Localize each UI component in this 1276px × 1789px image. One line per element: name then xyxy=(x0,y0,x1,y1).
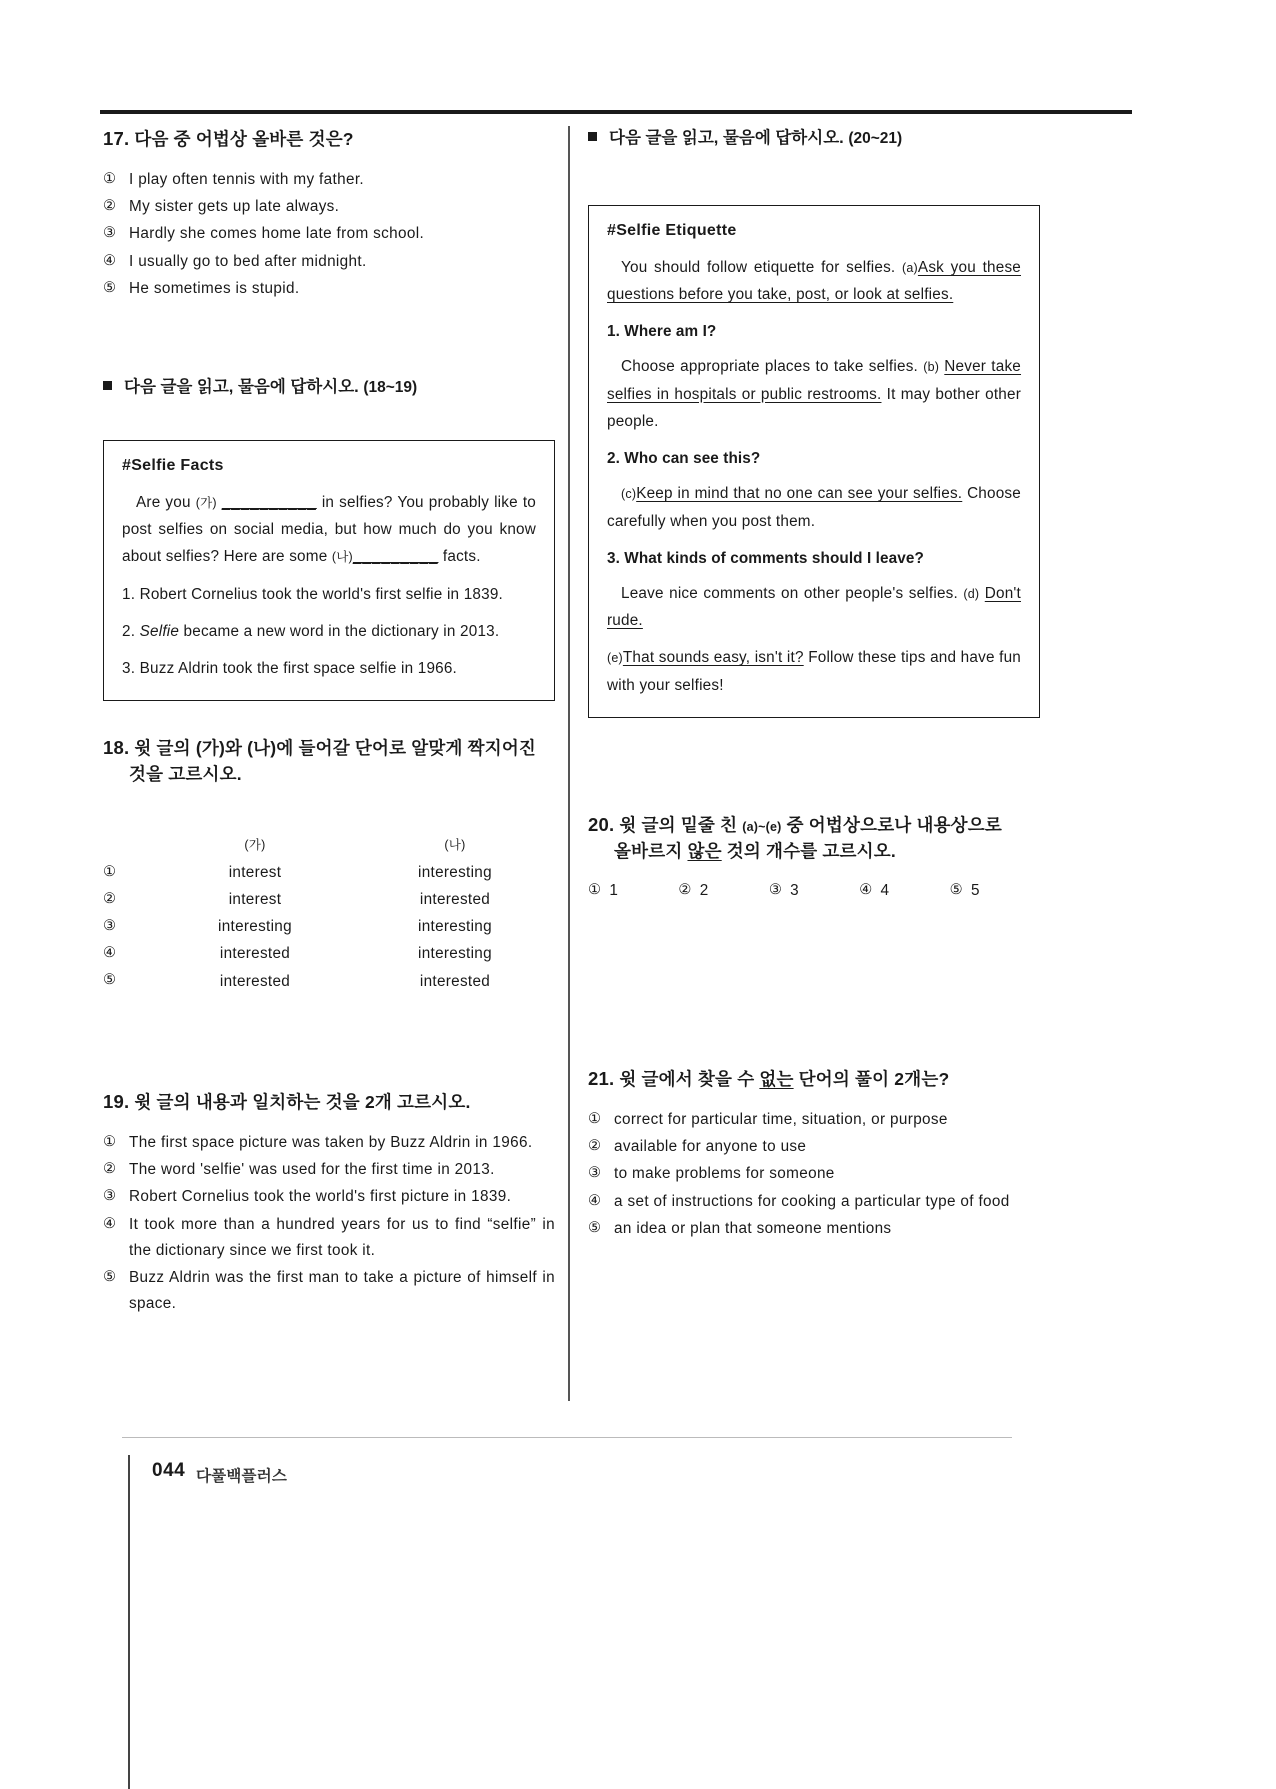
choice-text: 4 xyxy=(880,882,890,899)
choice-text: Buzz Aldrin was the first man to take a picture of himself in space. xyxy=(129,1269,555,1313)
directive-range: (18~19) xyxy=(363,379,418,397)
underline-label-b: (b) xyxy=(923,360,940,375)
question-18 xyxy=(103,735,555,995)
row-value-na: interesting xyxy=(418,945,492,963)
choice-text: He sometimes is stupid. xyxy=(129,280,300,297)
question-19 xyxy=(103,1089,555,1318)
header-spacer xyxy=(103,834,155,859)
page-spine-line xyxy=(128,1455,130,1789)
choice-text: I play often tennis with my father. xyxy=(129,170,365,188)
question-21-heading xyxy=(588,1066,1040,1093)
question-17-choices xyxy=(103,167,555,302)
etiquette-body-3 xyxy=(607,580,1021,634)
table-header-row xyxy=(103,834,555,859)
underlined-segment-d: Don't rude. xyxy=(607,584,1021,630)
choice-marker: ① xyxy=(103,170,117,187)
table-row[interactable] xyxy=(103,940,555,967)
blank-ga: __________ xyxy=(221,494,317,512)
row-marker: ② xyxy=(103,890,117,907)
row-value-na: interested xyxy=(419,891,491,909)
fact-2-number: 2. xyxy=(122,622,136,640)
passage-fact-3: 3. Buzz Aldrin took the first space selfie in 1966. xyxy=(122,660,458,678)
choice-marker: ⑤ xyxy=(103,280,117,296)
choice-marker: ⑤ xyxy=(588,1220,602,1236)
intro-part-c: facts. xyxy=(442,548,481,566)
underline-label-d: (d) xyxy=(963,586,980,601)
question-20-choices xyxy=(588,882,1040,900)
question-20-title-part-c: 중 어법상으로나 내용상으로 xyxy=(786,814,1002,835)
choice-marker: ④ xyxy=(588,1192,602,1209)
row-value-na: interesting xyxy=(418,863,492,881)
row-value-ga: interest xyxy=(228,891,282,909)
choice-text: My sister gets up late always. xyxy=(129,198,340,216)
choice-text: an idea or plan that someone mentions xyxy=(614,1220,892,1237)
directive-text: 다음 글을 읽고, 물음에 답하시오. xyxy=(124,378,359,397)
etiquette-body-2 xyxy=(607,480,1021,534)
question-19-choices xyxy=(103,1130,555,1318)
choice-marker: ① xyxy=(588,882,602,898)
etiquette-subheading-1: 1. Where am I? xyxy=(607,323,717,341)
column-divider xyxy=(568,126,570,1401)
row-marker: ④ xyxy=(103,945,117,962)
question-20-title-part-e: 것의 개수를 고르시오. xyxy=(726,840,896,861)
etiquette-subheading-3: 3. What kinds of comments should I leave? xyxy=(607,549,924,567)
choice-item[interactable] xyxy=(950,882,1040,900)
etiquette-intro xyxy=(607,254,1021,308)
choice-text: Hardly she comes home late from school. xyxy=(129,225,425,243)
blank-label-na: (나) xyxy=(331,550,353,565)
choice-item[interactable] xyxy=(103,1212,555,1265)
question-21-title-part-a: 윗 글에서 찾을 수 xyxy=(619,1069,755,1089)
top-rule xyxy=(100,110,1132,114)
table-row[interactable] xyxy=(103,859,555,886)
question-17-title: 다음 중 어법상 올바른 것은? xyxy=(134,129,354,149)
choice-marker: ② xyxy=(103,1161,117,1177)
body-1-plain: Choose appropriate places to take selfies. xyxy=(621,358,918,376)
choice-item[interactable] xyxy=(588,882,678,900)
choice-text: correct for particular time, situation, or purpose xyxy=(614,1110,948,1128)
underline-label-e: (e) xyxy=(607,651,623,666)
question-21-emphasis: 없는 xyxy=(759,1069,794,1089)
passage-selfie-etiquette xyxy=(588,205,1040,718)
directive-18-19 xyxy=(103,375,555,400)
intro-part-b: in selfies? You probably like to post selfies on social media, but how much do you know about selfies? Here are some xyxy=(122,494,536,566)
directive-20-21 xyxy=(588,126,1040,151)
choice-item[interactable] xyxy=(103,221,555,247)
choice-marker: ② xyxy=(588,1138,602,1155)
choice-item[interactable] xyxy=(588,1134,1040,1160)
page-number: 044 xyxy=(152,1460,186,1481)
underline-label-c: (c) xyxy=(621,487,637,502)
question-19-title: 윗 글의 내용과 일치하는 것을 2개 고르시오. xyxy=(134,1091,471,1112)
question-19-number: 19. xyxy=(103,1090,130,1112)
row-marker: ③ xyxy=(103,917,117,934)
bullet-square-icon xyxy=(588,132,597,141)
header-column-ga: (가) xyxy=(244,837,266,852)
underlined-segment-e: That sounds easy, isn't it? xyxy=(622,649,804,667)
table-row[interactable] xyxy=(103,886,555,913)
choice-item[interactable] xyxy=(678,882,768,900)
row-marker: ⑤ xyxy=(103,972,117,989)
choice-text: I usually go to bed after midnight. xyxy=(129,252,367,270)
question-20-number: 20. xyxy=(588,813,615,835)
row-value-na: interested xyxy=(419,972,491,990)
question-18-answer-table xyxy=(103,834,555,995)
question-17-number: 17. xyxy=(103,128,130,149)
directive-range: (20~21) xyxy=(848,130,903,147)
publisher-brand: 다풀백플러스 xyxy=(196,1468,288,1485)
choice-item[interactable] xyxy=(103,1265,555,1318)
body-1-tail: It may bother other people. xyxy=(607,385,1021,430)
choice-item[interactable] xyxy=(103,1157,555,1183)
question-21-choices xyxy=(588,1107,1040,1242)
choice-text: 1 xyxy=(609,882,619,899)
choice-text: a set of instructions for cooking a particular type of food xyxy=(614,1192,1010,1210)
passage-title: #Selfie Etiquette xyxy=(607,221,737,239)
underlined-segment-b: Never take selfies in hospitals or public restrooms. xyxy=(607,358,1022,403)
choice-marker: ④ xyxy=(103,1215,117,1232)
table-row[interactable] xyxy=(103,913,555,940)
underlined-segment-c: Keep in mind that no one can see your selfies. xyxy=(636,485,963,503)
choice-item[interactable] xyxy=(588,1189,1040,1215)
choice-marker: ③ xyxy=(103,1188,117,1205)
choice-text: The word 'selfie' was used for the first time in 2013. xyxy=(129,1161,495,1178)
choice-text: Robert Cornelius took the world's first picture in 1839. xyxy=(129,1188,512,1206)
choice-marker: ② xyxy=(103,198,117,215)
question-20-title-part-d: 올바르지 xyxy=(614,840,683,861)
row-value-ga: interested xyxy=(219,972,291,990)
etiquette-subheading-2: 2. Who can see this? xyxy=(607,450,761,468)
intro-plain: You should follow etiquette for selfies. xyxy=(621,258,896,276)
row-value-ga: interested xyxy=(219,945,291,963)
passage-title: #Selfie Facts xyxy=(122,457,224,475)
choice-text: It took more than a hundred years for us to find “selfie” in the dictionary since we first took it. xyxy=(129,1215,555,1259)
choice-text: available for anyone to use xyxy=(614,1138,807,1156)
choice-marker: ⑤ xyxy=(103,1269,117,1286)
question-21-title-part-c: 단어의 풀이 2개는? xyxy=(798,1069,950,1089)
choice-text: 2 xyxy=(699,882,709,899)
question-19-heading xyxy=(103,1089,555,1116)
choice-text: 5 xyxy=(970,882,980,899)
choice-item[interactable] xyxy=(103,1130,555,1156)
choice-item[interactable] xyxy=(769,882,859,900)
passage-fact-2 xyxy=(122,618,536,645)
choice-item[interactable] xyxy=(103,249,555,275)
question-21-number: 21. xyxy=(588,1068,615,1089)
passage-paragraph-intro xyxy=(122,489,536,571)
fact-2-rest: became a new word in the dictionary in 2013. xyxy=(183,622,500,640)
choice-text: The first space picture was taken by Buzz Aldrin in 1966. xyxy=(129,1133,533,1151)
intro-part-a: Are you xyxy=(136,494,191,512)
choice-item[interactable] xyxy=(588,1107,1040,1133)
body-3-plain: Leave nice comments on other people's selfies. xyxy=(621,584,958,602)
closing-tail: Follow these tips and have fun with your selfies! xyxy=(607,649,1022,694)
question-17 xyxy=(103,126,555,302)
choice-item[interactable] xyxy=(588,1161,1040,1187)
choice-item[interactable] xyxy=(859,882,949,900)
body-2-tail: Choose carefully when you post them. xyxy=(607,485,1021,530)
choice-marker: ③ xyxy=(768,882,783,898)
right-column xyxy=(588,126,1040,1243)
left-column xyxy=(103,126,555,1319)
underline-label-a: (a) xyxy=(902,260,918,275)
question-20-heading xyxy=(588,812,1040,864)
choice-marker: ① xyxy=(588,1110,602,1127)
choice-marker: ④ xyxy=(103,252,117,269)
choice-text: 3 xyxy=(790,882,799,899)
footer-rule xyxy=(122,1437,1012,1438)
question-20-ref-range: (a)~(e) xyxy=(742,819,782,834)
blank-na: _________ xyxy=(352,548,439,566)
question-18-title-line2: 것을 고르시오. xyxy=(129,764,242,785)
choice-marker: ① xyxy=(103,1133,117,1150)
etiquette-closing xyxy=(607,644,1021,698)
choice-item[interactable] xyxy=(103,1184,555,1210)
row-value-ga: interest xyxy=(228,863,282,881)
choice-item[interactable] xyxy=(103,194,555,220)
question-21 xyxy=(588,1066,1040,1242)
question-18-number: 18. xyxy=(103,737,130,759)
row-marker: ① xyxy=(103,863,117,880)
question-20-title-part-a: 윗 글의 밑줄 친 xyxy=(619,814,738,835)
choice-marker: ⑤ xyxy=(949,882,963,898)
choice-marker: ③ xyxy=(103,225,117,242)
choice-item[interactable] xyxy=(588,1216,1040,1242)
question-17-heading xyxy=(103,126,555,153)
header-column-na: (나) xyxy=(444,837,466,852)
table-row[interactable] xyxy=(103,968,555,995)
choice-item[interactable] xyxy=(103,167,555,193)
choice-item[interactable] xyxy=(103,276,555,302)
choice-text: to make problems for someone xyxy=(614,1165,835,1183)
row-value-ga: interesting xyxy=(218,918,292,936)
underlined-segment-a: Ask you these questions before you take, post, or look at selfies. xyxy=(607,258,1021,303)
choice-marker: ③ xyxy=(588,1165,602,1182)
choice-marker: ② xyxy=(678,882,692,898)
fact-2-italic-word: Selfie xyxy=(139,622,180,640)
passage-fact-1: 1. Robert Cornelius took the world's first selfie in 1839. xyxy=(122,585,503,603)
blank-label-ga: (가) xyxy=(195,496,217,511)
directive-text: 다음 글을 읽고, 물음에 답하시오. xyxy=(609,129,844,147)
question-20 xyxy=(588,812,1040,900)
row-value-na: interesting xyxy=(418,918,492,936)
question-18-title-line1: 윗 글의 (가)와 (나)에 들어갈 단어로 알맞게 짝지어진 xyxy=(134,738,537,759)
passage-selfie-facts xyxy=(103,440,555,701)
bullet-square-icon xyxy=(103,381,112,390)
question-18-heading xyxy=(103,735,555,787)
etiquette-body-1 xyxy=(607,353,1021,435)
question-20-title-line2 xyxy=(588,839,1040,864)
question-20-emphasis: 않은 xyxy=(687,840,722,861)
choice-marker: ④ xyxy=(859,882,873,898)
